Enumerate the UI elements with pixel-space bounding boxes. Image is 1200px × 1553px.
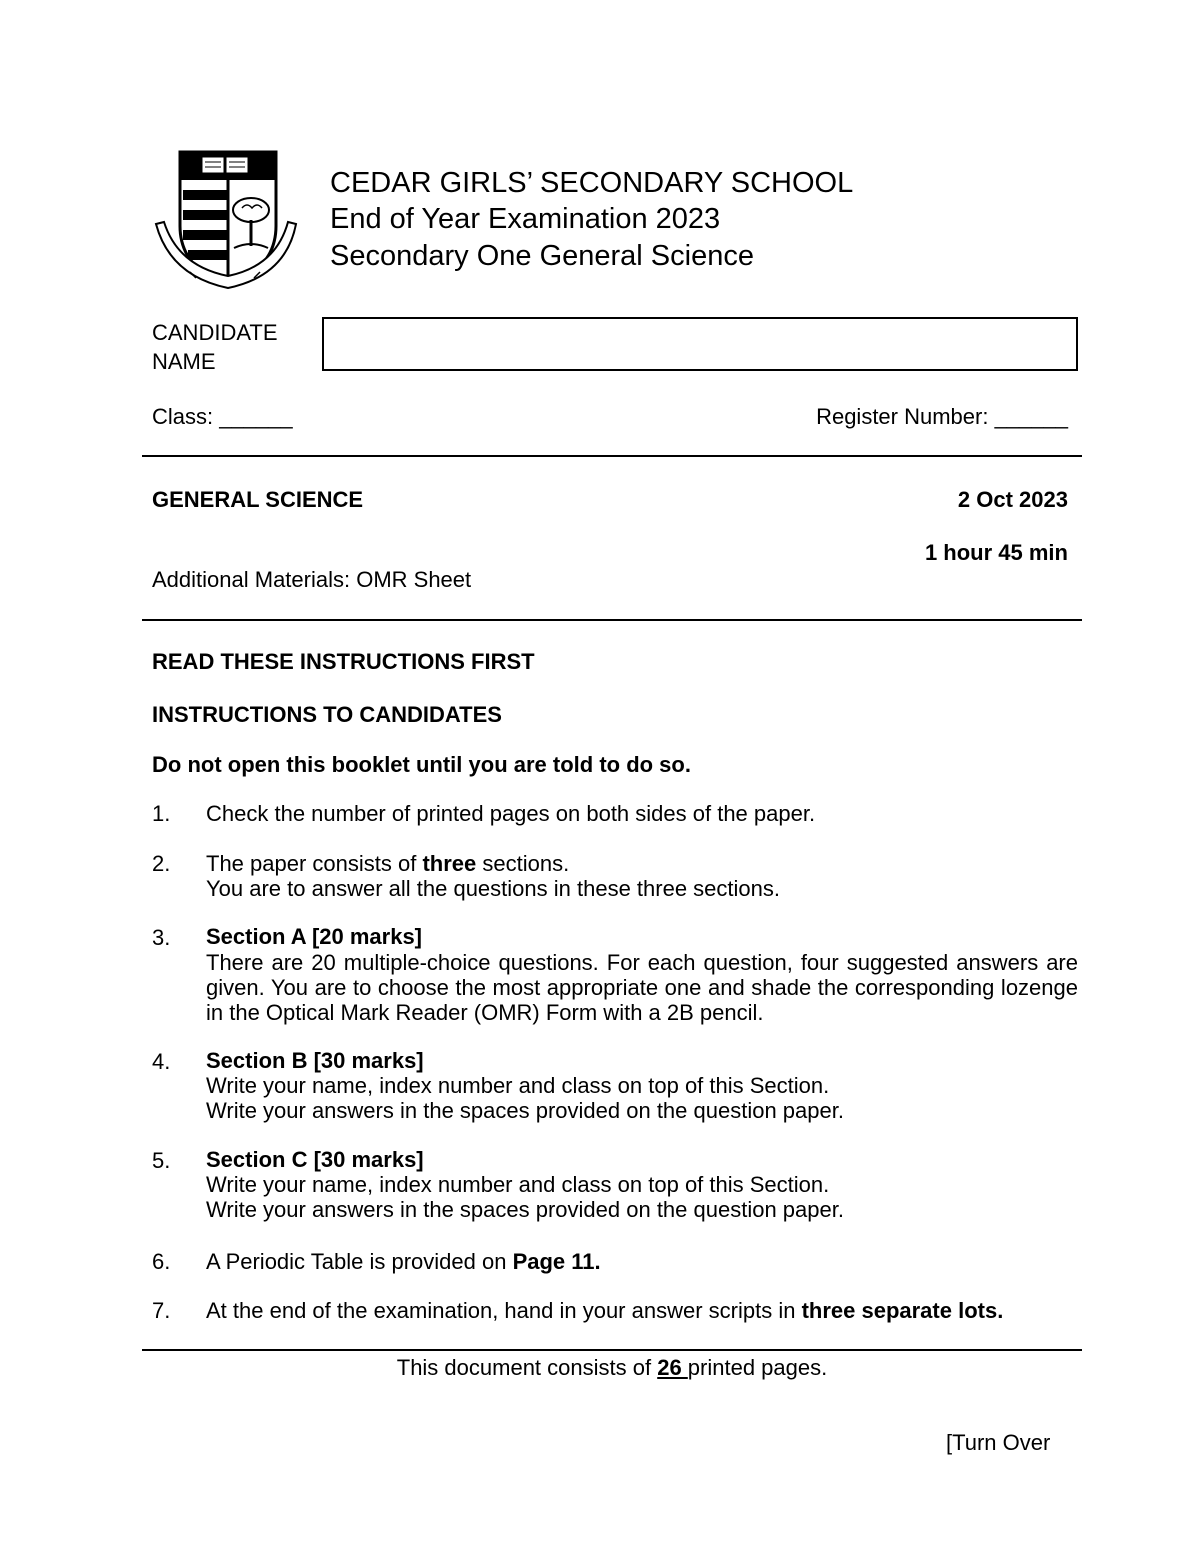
divider [142, 455, 1082, 457]
instruction-item: Section B [30 marks] Write your name, index number and class on top of this Section. Write your answers in the spaces provided on the question paper. [206, 1048, 844, 1123]
school-name: CEDAR GIRLS’ SECONDARY SCHOOL [330, 167, 854, 199]
exam-title: End of Year Examination 2023 [330, 203, 721, 235]
divider [142, 619, 1082, 621]
item-number: 4. [152, 1049, 171, 1074]
instructions-subheading: INSTRUCTIONS TO CANDIDATES [152, 702, 502, 727]
item-number: 3. [152, 925, 171, 950]
item-number: 7. [152, 1298, 171, 1323]
divider [142, 1349, 1082, 1351]
exam-duration: 1 hour 45 min [924, 540, 1068, 565]
instruction-item: Check the number of printed pages on both sides of the paper. [206, 801, 816, 826]
instruction-item: At the end of the examination, hand in your answer scripts in three separate lots. [206, 1298, 1004, 1323]
instructions-heading: READ THESE INSTRUCTIONS FIRST [152, 649, 535, 674]
register-number-field[interactable]: Register Number: ______ [816, 404, 1068, 429]
school-crest-logo [150, 148, 302, 292]
exam-date: 2 Oct 2023 [957, 487, 1068, 512]
item-number: 6. [152, 1249, 171, 1274]
class-field[interactable]: Class: ______ [152, 404, 293, 429]
instruction-item: Section A [20 marks] There are 20 multiple-choice questions. For each question, four suggested answers are given. You are to choose the most appropriate one and shade the corresponding lozenge in the Optical Mark Reader (OMR) Form with a 2B pencil. [206, 924, 1078, 1025]
page-count-note: This document consists of 26 printed pages. [396, 1355, 828, 1380]
instructions-warning: Do not open this booklet until you are told to do so. [152, 752, 691, 777]
turn-over-note: [Turn Over [946, 1430, 1051, 1455]
instruction-item: Section C [30 marks] Write your name, index number and class on top of this Section. Write your answers in the spaces provided on the question paper. [206, 1147, 844, 1222]
paper-subject: GENERAL SCIENCE [152, 487, 364, 512]
item-number: 2. [152, 851, 171, 876]
additional-materials: Additional Materials: OMR Sheet [152, 567, 472, 592]
candidate-name-label: CANDIDATE NAME [152, 320, 278, 374]
item-number: 1. [152, 801, 171, 826]
subject-title: Secondary One General Science [330, 240, 754, 272]
instruction-item: The paper consists of three sections. You are to answer all the questions in these three sections. [206, 851, 780, 901]
candidate-name-field[interactable] [322, 317, 1078, 371]
instruction-item: A Periodic Table is provided on Page 11. [206, 1249, 601, 1274]
item-number: 5. [152, 1148, 171, 1173]
